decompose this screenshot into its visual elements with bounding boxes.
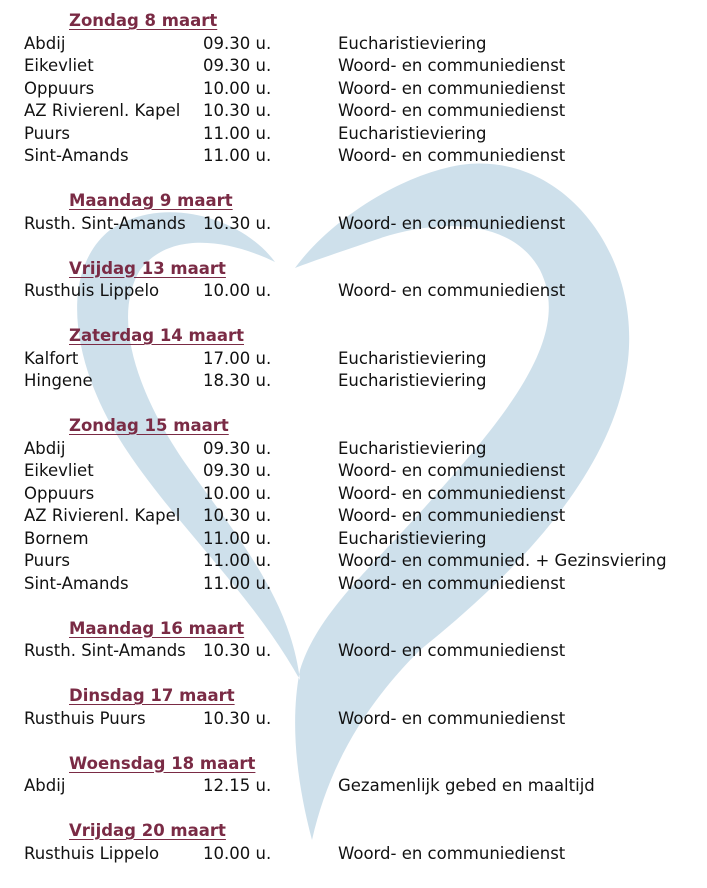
service-row <box>24 640 694 663</box>
service-row <box>24 55 694 78</box>
service-row <box>24 78 694 101</box>
day-heading: Maandag 16 maart <box>69 618 245 638</box>
service-row <box>24 505 694 528</box>
service-description: Eucharistieviering <box>338 438 487 458</box>
day-block <box>24 10 694 168</box>
service-row <box>24 843 694 866</box>
day-heading: Dinsdag 17 maart <box>69 686 235 705</box>
service-row <box>24 528 694 551</box>
service-row <box>24 550 694 573</box>
service-place: Sint-Amands <box>24 146 129 165</box>
day-block <box>24 258 694 303</box>
service-description: Eucharistieviering <box>338 348 487 368</box>
service-schedule <box>24 10 694 888</box>
service-place: Bornem <box>24 528 89 548</box>
service-description: Woord- en communiedienst <box>338 506 566 525</box>
service-time: 09.30 u. <box>203 461 272 480</box>
service-row <box>24 33 694 56</box>
service-description: Woord- en communiedienst <box>338 78 566 98</box>
service-description: Woord- en communiedienst <box>338 843 566 863</box>
service-row <box>24 708 694 731</box>
service-description: Gezamenlijk gebed en maaltijd <box>338 776 595 795</box>
day-heading: Zaterdag 14 maart <box>69 326 245 345</box>
service-place: Rusth. Sint-Amands <box>24 641 186 660</box>
service-row <box>24 438 694 461</box>
service-place: Puurs <box>24 123 70 143</box>
service-time: 10.00 u. <box>203 281 272 300</box>
service-time: 18.30 u. <box>203 371 272 390</box>
service-place: Abdij <box>24 438 66 458</box>
service-description: Woord- en communiedienst <box>338 281 566 300</box>
service-description: Eucharistieviering <box>338 33 487 53</box>
day-heading: Zondag 8 maart <box>69 11 218 30</box>
service-description: Woord- en communiedienst <box>338 56 566 75</box>
service-time: 11.00 u. <box>203 123 272 143</box>
service-row <box>24 145 694 168</box>
service-place: Abdij <box>24 33 66 53</box>
day-block <box>24 325 694 393</box>
service-time: 09.30 u. <box>203 56 272 75</box>
service-place: Rusthuis Lippelo <box>24 843 160 863</box>
service-description: Woord- en communiedienst <box>338 708 566 728</box>
service-place: Sint-Amands <box>24 573 129 593</box>
service-time: 17.00 u. <box>203 348 272 368</box>
service-description: Woord- en communiedienst <box>338 146 566 165</box>
service-place: Eikevliet <box>24 56 94 75</box>
day-block <box>24 190 694 235</box>
service-description: Woord- en communied. + Gezinsviering <box>338 551 667 570</box>
service-row <box>24 573 694 596</box>
day-heading: Vrijdag 20 maart <box>69 821 226 840</box>
day-heading: Maandag 9 maart <box>69 191 233 210</box>
service-place: Hingene <box>24 371 93 390</box>
service-place: AZ Rivierenl. Kapel <box>24 506 181 525</box>
service-place: Oppuurs <box>24 78 95 98</box>
service-description: Eucharistieviering <box>338 123 487 143</box>
service-time: 11.00 u. <box>203 573 272 593</box>
service-description: Woord- en communiedienst <box>338 461 566 480</box>
service-place: Rusthuis Lippelo <box>24 281 160 300</box>
service-time: 10.30 u. <box>203 641 272 660</box>
day-block <box>24 415 694 595</box>
service-place: Puurs <box>24 551 70 570</box>
service-time: 10.00 u. <box>203 843 272 863</box>
service-row <box>24 348 694 371</box>
service-row <box>24 370 694 393</box>
service-time: 09.30 u. <box>203 33 272 53</box>
service-place: Abdij <box>24 776 66 795</box>
service-time: 10.30 u. <box>203 101 272 120</box>
service-row <box>24 123 694 146</box>
day-heading: Woensdag 18 maart <box>69 753 256 773</box>
service-time: 11.00 u. <box>203 146 272 165</box>
service-description: Eucharistieviering <box>338 371 487 390</box>
service-row <box>24 280 694 303</box>
day-heading: Zondag 15 maart <box>69 416 229 435</box>
service-description: Woord- en communiedienst <box>338 573 566 593</box>
day-heading: Vrijdag 13 maart <box>69 258 226 278</box>
service-description: Woord- en communiedienst <box>338 483 566 503</box>
service-row <box>24 100 694 123</box>
service-description: Woord- en communiedienst <box>338 641 566 660</box>
service-time: 10.00 u. <box>203 78 272 98</box>
service-time: 10.30 u. <box>203 708 272 728</box>
service-time: 10.30 u. <box>203 213 272 233</box>
day-block <box>24 685 694 730</box>
service-place: Eikevliet <box>24 461 94 480</box>
service-row <box>24 775 694 798</box>
service-row <box>24 483 694 506</box>
service-row <box>24 460 694 483</box>
service-place: Kalfort <box>24 348 79 368</box>
service-place: Oppuurs <box>24 483 95 503</box>
service-description: Woord- en communiedienst <box>338 213 566 233</box>
service-time: 09.30 u. <box>203 438 272 458</box>
service-description: Eucharistieviering <box>338 528 487 548</box>
service-description: Woord- en communiedienst <box>338 101 566 120</box>
service-time: 12.15 u. <box>203 776 272 795</box>
day-block <box>24 820 694 865</box>
day-block <box>24 753 694 798</box>
service-place: Rusth. Sint-Amands <box>24 213 186 233</box>
service-time: 11.00 u. <box>203 551 272 570</box>
day-block <box>24 618 694 663</box>
service-place: Rusthuis Puurs <box>24 708 146 728</box>
service-time: 10.30 u. <box>203 506 272 525</box>
service-place: AZ Rivierenl. Kapel <box>24 101 181 120</box>
service-time: 11.00 u. <box>203 528 272 548</box>
service-time: 10.00 u. <box>203 483 272 503</box>
service-row <box>24 213 694 236</box>
